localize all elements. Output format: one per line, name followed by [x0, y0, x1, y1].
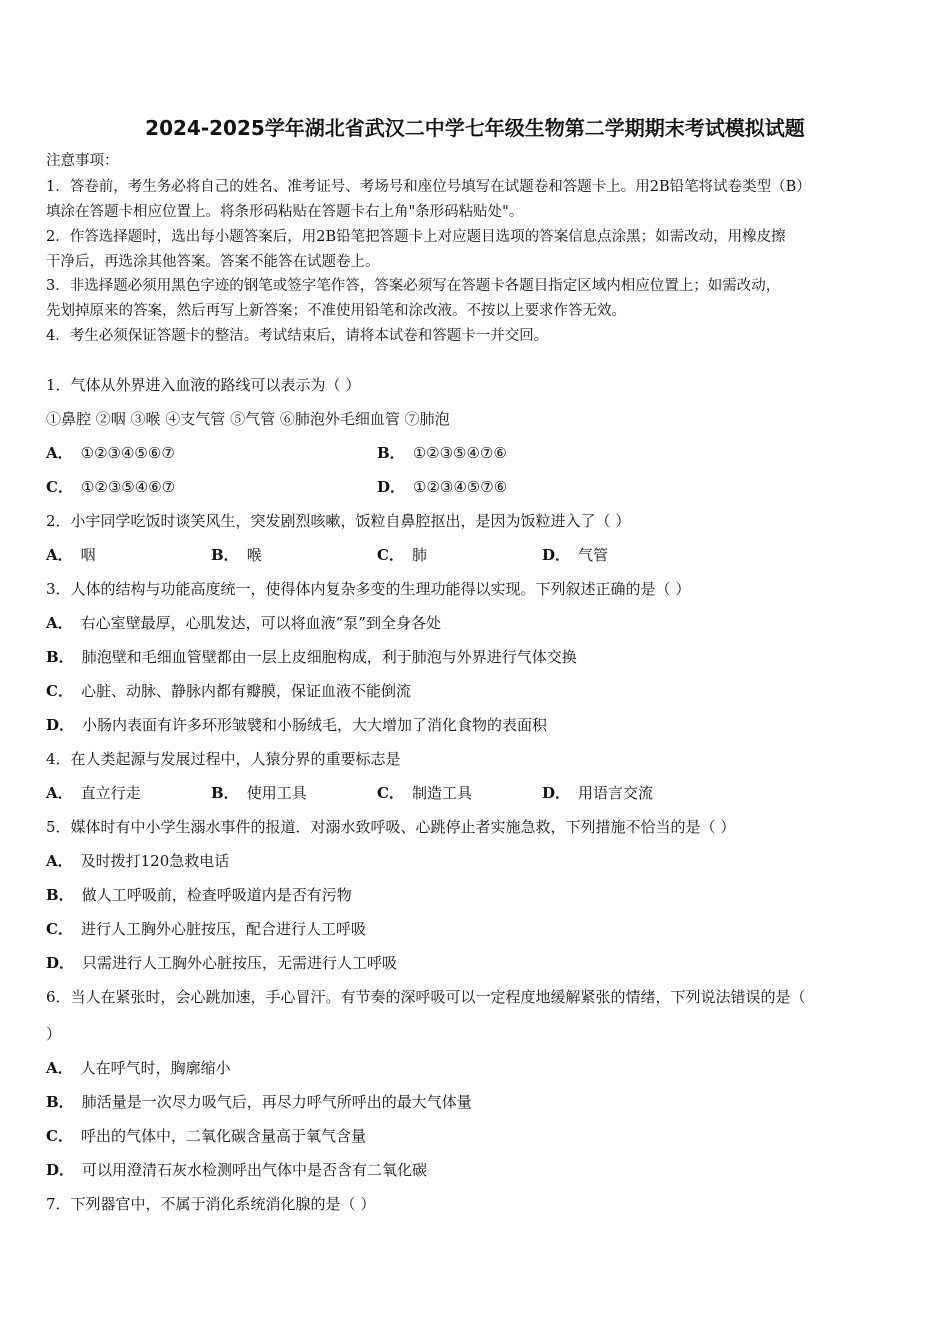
option-c	[46, 681, 411, 701]
question-stem: 5．媒体时有中小学生溺水事件的报道．对溺水致呼吸、心跳停止者实施急救，下列措施不恰当的是（ ）	[46, 818, 736, 836]
option-label: A．	[46, 852, 73, 870]
note-line: 3．非选择题必须用黑色字迹的钢笔或签字笔作答，答案必须写在答题卡各题目指定区域内相应位置上；如需改动，	[46, 278, 781, 294]
option-label: D．	[46, 716, 75, 734]
note-line: 干净后，再选涂其他答案。答案不能答在试题卷上。	[46, 254, 380, 270]
option-a	[46, 443, 175, 463]
option-label: C．	[46, 682, 73, 700]
option-label: B．	[377, 444, 405, 462]
option-text: ①②③⑤④⑥⑦	[80, 478, 176, 496]
option-label: B．	[211, 546, 239, 564]
option-label: C．	[46, 920, 73, 938]
question-stem: 7．下列器官中，不属于消化系统消化腺的是（ ）	[46, 1195, 376, 1213]
notes-heading: 注意事项：	[46, 153, 119, 169]
option-a	[46, 851, 229, 871]
option-label: A．	[46, 1059, 73, 1077]
option-text: 直立行走	[80, 784, 141, 802]
note-line: 先划掉原来的答案，然后再写上新答案；不准使用铅笔和涂改液。不按以上要求作答无效。	[46, 303, 626, 319]
note-line: 1．答卷前，考生务必将自己的姓名、准考证号、考场号和座位号填写在试题卷和答题卡上。用2B铅笔将试卷类型（B）	[46, 179, 811, 195]
option-c	[377, 783, 472, 803]
option-text: 制造工具	[411, 784, 472, 802]
question-stem: 3．人体的结构与功能高度统一，使得体内复杂多变的生理功能得以实现。下列叙述正确的是（ ）	[46, 580, 691, 598]
question-stem: 1．气体从外界进入血液的路线可以表示为（ ）	[46, 376, 361, 394]
option-text: 及时拨打120急救电话	[80, 852, 230, 870]
option-label: D．	[542, 546, 571, 564]
question-stem-continued: ）	[46, 1025, 62, 1043]
option-a	[46, 545, 96, 565]
option-label: B．	[46, 886, 74, 904]
option-label: C．	[46, 1127, 73, 1145]
option-text: ①②③⑤④⑦⑥	[412, 444, 507, 462]
option-c	[377, 545, 427, 565]
question-items: ①鼻腔 ②咽 ③喉 ④支气管 ⑤气管 ⑥肺泡外毛细血管 ⑦肺泡	[46, 410, 450, 428]
option-d	[46, 1160, 427, 1180]
option-text: 肺泡壁和毛细血管壁都由一层上皮细胞构成，利于肺泡与外界进行气体交换	[81, 648, 577, 666]
option-text: 喉	[246, 546, 262, 564]
option-d	[542, 545, 608, 565]
option-text: 做人工呼吸前，检查呼吸道内是否有污物	[81, 886, 352, 904]
option-b	[211, 783, 307, 803]
option-d	[46, 715, 547, 735]
option-c	[46, 919, 366, 939]
option-label: C．	[377, 546, 404, 564]
option-b	[377, 443, 507, 463]
option-text: 使用工具	[246, 784, 307, 802]
option-b	[46, 647, 577, 667]
option-text: 可以用澄清石灰水检测呼出气体中是否含有二氧化碳	[82, 1161, 428, 1179]
option-label: C．	[377, 784, 404, 802]
option-b	[46, 885, 352, 905]
option-text: 进行人工胸外心脏按压，配合进行人工呼吸	[80, 920, 366, 938]
option-d	[377, 477, 507, 497]
option-d	[542, 783, 653, 803]
option-label: D．	[46, 1161, 75, 1179]
option-text: 肺活量是一次尽力吸气后，再尽力呼气所呼出的最大气体量	[81, 1093, 472, 1111]
option-label: A．	[46, 444, 73, 462]
option-c	[46, 477, 175, 497]
option-text: 心脏、动脉、静脉内都有瓣膜，保证血液不能倒流	[80, 682, 411, 700]
option-text: ①②③④⑤⑥⑦	[80, 444, 175, 462]
option-label: D．	[542, 784, 571, 802]
option-text: 咽	[80, 546, 96, 564]
option-text: 用语言交流	[578, 784, 654, 802]
option-label: A．	[46, 614, 73, 632]
option-text: 小肠内表面有许多环形皱襞和小肠绒毛，大大增加了消化食物的表面积	[82, 716, 548, 734]
option-a	[46, 613, 441, 633]
option-b	[211, 545, 262, 565]
option-text: 气管	[578, 546, 609, 564]
option-label: B．	[211, 784, 239, 802]
option-label: D．	[377, 478, 406, 496]
note-line: 2．作答选择题时，选出每小题答案后，用2B铅笔把答题卡上对应题目选项的答案信息点涂黑；如需改动，用橡皮擦	[46, 229, 786, 245]
option-text: 右心室壁最厚，心肌发达，可以将血液“泵”到全身各处	[80, 614, 441, 632]
question-stem: 4．在人类起源与发展过程中，人猿分界的重要标志是	[46, 750, 401, 768]
page-title: 2024-2025学年湖北省武汉二中学七年级生物第二学期期末考试模拟试题	[145, 116, 805, 140]
option-text: 肺	[411, 546, 427, 564]
option-label: A．	[46, 546, 73, 564]
option-d	[46, 953, 397, 973]
option-label: D．	[46, 954, 75, 972]
option-label: A．	[46, 784, 73, 802]
option-a	[46, 783, 141, 803]
option-text: 只需进行人工胸外心脏按压，无需进行人工呼吸	[82, 954, 398, 972]
option-c	[46, 1126, 366, 1146]
option-text: 人在呼气时，胸廓缩小	[80, 1059, 231, 1077]
option-label: B．	[46, 648, 74, 666]
option-text: 呼出的气体中，二氧化碳含量高于氧气含量	[80, 1127, 366, 1145]
option-b	[46, 1092, 472, 1112]
option-label: C．	[46, 478, 73, 496]
option-text: ①②③④⑤⑦⑥	[413, 478, 508, 496]
option-label: B．	[46, 1093, 74, 1111]
note-line: 填涂在答题卡相应位置上。将条形码粘贴在答题卡右上角"条形码粘贴处"。	[46, 204, 524, 220]
note-line: 4．考生必须保证答题卡的整洁。考试结束后，请将本试卷和答题卡一并交回。	[46, 328, 549, 344]
question-stem: 6．当人在紧张时，会心跳加速，手心冒汗。有节奏的深呼吸可以一定程度地缓解紧张的情绪，下列说法错误的是（	[46, 988, 806, 1006]
question-stem: 2．小宇同学吃饭时谈笑风生，突发剧烈咳嗽，饭粒自鼻腔抠出，是因为饭粒进入了（ ）	[46, 512, 631, 530]
option-a	[46, 1058, 231, 1078]
